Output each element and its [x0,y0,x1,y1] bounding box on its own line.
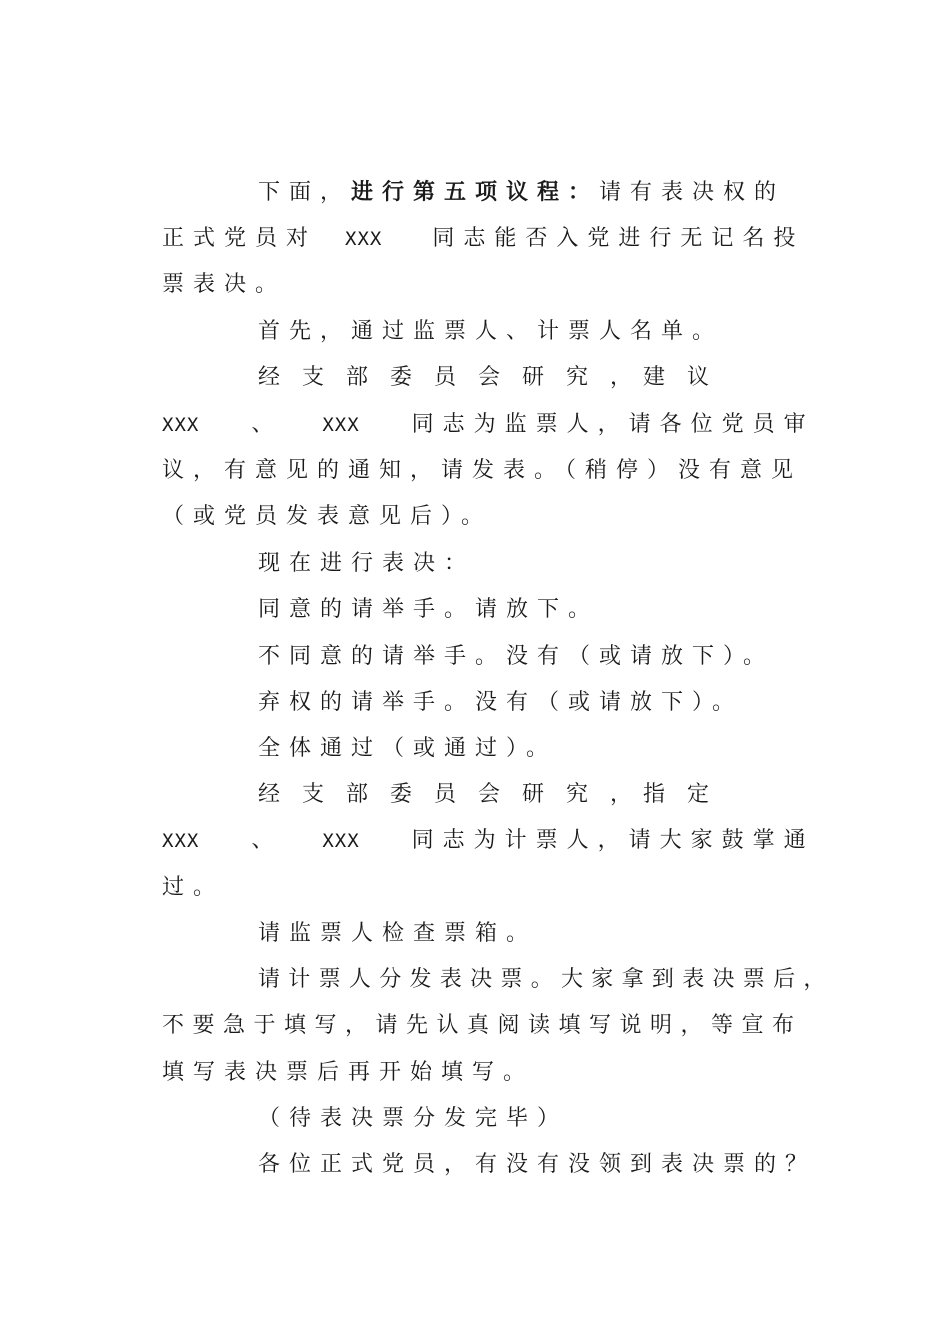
paragraph-agenda-line-3 [162,269,822,301]
paragraph-agenda-line-2 [162,223,822,255]
paragraph-wait [162,1103,918,1135]
paragraph-agenda-line-1 [162,176,918,208]
text-segment: 各位正式党员，有没有没领到表决票的？ [258,1152,817,1177]
text-segment: 同志为计票人，请大家鼓掌通 [411,828,815,853]
bold-agenda-title: 进行第五项议程： [351,179,600,205]
text-segment: （待表决票分发完毕） [258,1106,569,1131]
placeholder-name: XXX [162,414,200,436]
placeholder-name: XXX [345,228,383,250]
text-segment: 全体通过（或通过）。 [258,736,558,761]
paragraph-designate-line-2 [162,825,822,857]
text-segment: 同志能否入党进行无记名投 [432,226,805,251]
text-segment: （或党员发表意见后）。 [162,504,493,529]
paragraph-disagree [162,641,918,673]
paragraph-proposal-line-4 [162,501,822,533]
paragraph-check-box [162,918,918,950]
text-segment: 经 支 部 委 员 会 研 究 ， 指 定 [258,782,710,807]
paragraph-distribute-line-3 [162,1057,822,1089]
text-segment: 同志为监票人，请各位党员审 [411,412,815,437]
paragraph-distribute-line-1 [162,964,918,996]
text-segment: 经 支 部 委 员 会 研 究 ， 建 议 [258,365,710,390]
text-segment: 填写表决票后再开始填写。 [162,1060,535,1085]
text-segment: 请有表决权的 [599,180,786,205]
text-segment: 同意的请举手。请放下。 [258,597,600,622]
text-segment: 、 [251,828,283,853]
paragraph-proposal-line-3 [162,455,822,487]
text-segment: 议，有意见的通知，请发表。（稍停）没有意见 [162,458,803,483]
text-segment: 下面， [258,180,352,205]
text-segment: 不要急于填写，请先认真阅读填写说明，等宣布 [162,1013,803,1038]
placeholder-name: XXX [322,414,360,436]
paragraph-designate-line-3 [162,872,822,904]
paragraph-designate-line-1 [162,779,918,811]
paragraph-vote-now [162,548,918,580]
text-segment: 弃权的请举手。没有（或请放下）。 [258,690,744,715]
text-segment: 正式党员对 [162,226,318,251]
paragraph-distribute-line-2 [162,1010,822,1042]
text-segment: 请计票人分发表决票。大家拿到表决票后， [258,967,834,992]
text-segment: 、 [251,412,283,437]
paragraph-abstain [162,687,918,719]
placeholder-name: XXX [322,830,360,852]
placeholder-name: XXX [162,830,200,852]
text-segment: 不同意的请举手。没有（或请放下）。 [258,644,775,669]
paragraph-ask-members [162,1149,918,1181]
paragraph-agree [162,594,918,626]
paragraph-proposal-line-1 [162,362,918,394]
paragraph-passed [162,733,918,765]
paragraph-proposal-line-2 [162,409,822,441]
text-segment: 现在进行表决： [258,551,476,576]
text-segment: 过。 [162,875,225,900]
text-segment: 票表决。 [162,272,287,297]
text-segment: 首先，通过监票人、计票人名单。 [258,319,724,344]
text-segment: 请监票人检查票箱。 [258,921,538,946]
paragraph-first [162,316,918,348]
